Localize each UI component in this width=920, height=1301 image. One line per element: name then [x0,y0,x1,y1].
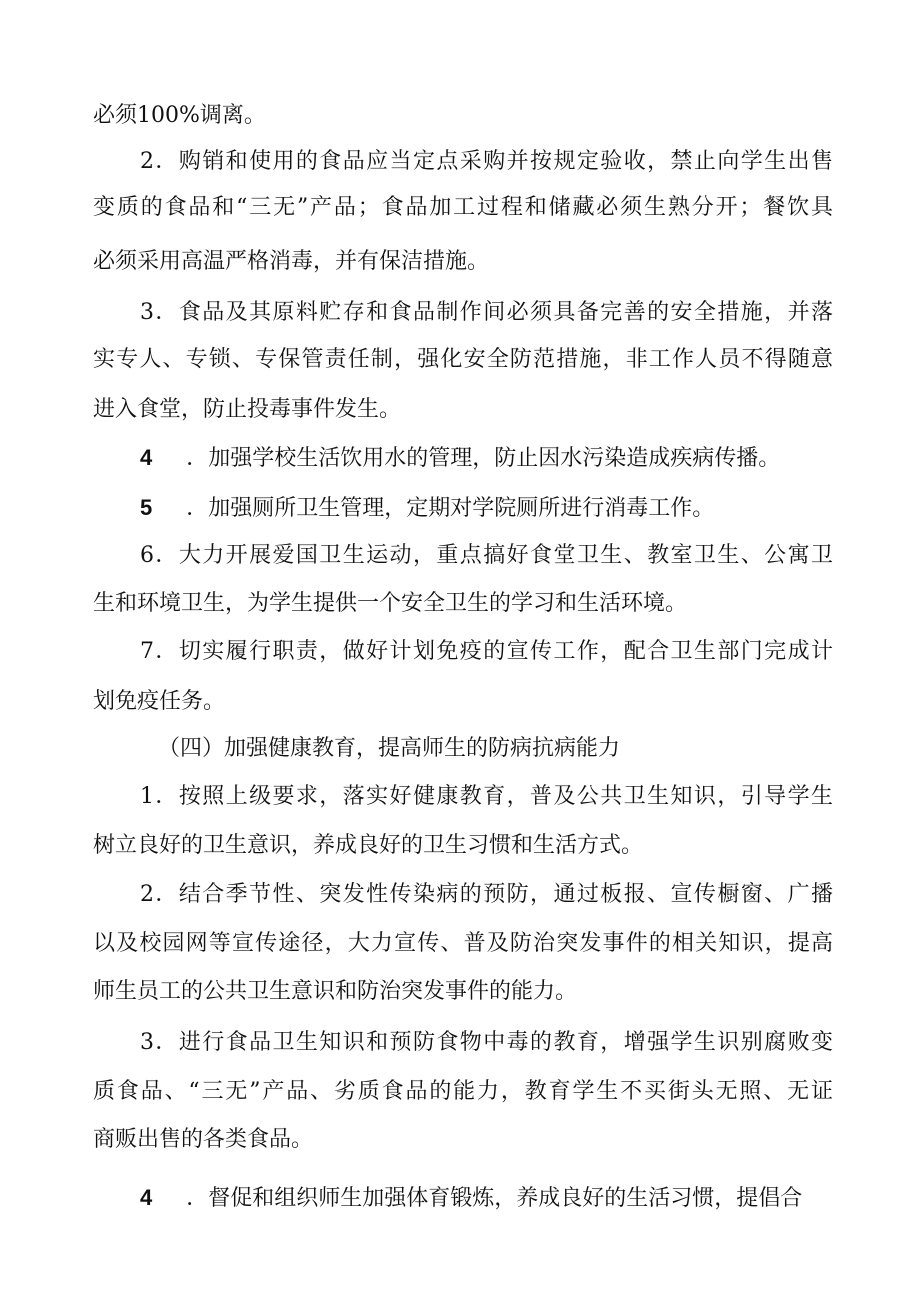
text-line: 变质的食品和“三无”产品；食品加工过程和储藏必须生熟分开；餐饮具 [93,195,833,220]
numbered-item-line [140,490,833,526]
text-line: 必须100%调离。 [93,103,266,128]
item-text: ．督促和组织师生加强体育锻炼，养成良好的生活习惯，提倡合 [186,1186,803,1211]
text-line: 树立良好的卫生意识，养成良好的卫生习惯和生活方式。 [93,833,644,858]
text-line: 以及校园网等宣传途径，大力宣传、普及防治突发事件的相关知识，提高 [93,931,833,956]
text-line: 生和环境卫生，为学生提供一个安全卫生的学习和生活环境。 [93,591,688,616]
paragraph-start-line: 2．购销和使用的食品应当定点采购并按规定验收，禁止向学生出售 [140,149,833,174]
numbered-item-line [140,1180,833,1216]
item-number: 4 [140,445,153,470]
text-line: 师生员工的公共卫生意识和防治突发事件的能力。 [93,979,578,1004]
text-line: 商贩出售的各类食品。 [93,1127,314,1152]
item-text: ．加强厕所卫生管理，定期对学院厕所进行消毒工作。 [186,496,715,521]
paragraph-start-line: 1．按照上级要求，落实好健康教育，普及公共卫生知识，引导学生 [140,784,833,809]
item-number: 4 [140,1185,153,1210]
paragraph-start-line: 3．进行食品卫生知识和预防食物中毒的教育，增强学生识别腐败变 [140,1030,833,1055]
numbered-item-line [140,440,833,476]
text-line: 质食品、“三无”产品、劣质食品的能力，教育学生不买街头无照、无证 [93,1079,833,1104]
text-line: 进入食堂，防止投毒事件发生。 [93,397,402,422]
paragraph-start-line: 6．大力开展爱国卫生运动，重点搞好食堂卫生、教室卫生、公寓卫 [140,543,833,568]
text-line: 划免疫任务。 [93,689,226,714]
item-number: 5 [140,495,153,520]
item-text: ．加强学校生活饮用水的管理，防止因水污染造成疾病传播。 [186,446,781,471]
paragraph-start-line: 3．食品及其原料贮存和食品制作间必须具备完善的安全措施，并落 [140,300,833,325]
paragraph-start-line: 2．结合季节性、突发性传染病的预防，通过板报、宣传橱窗、广播 [140,882,833,907]
text-line: 实专人、专锁、专保管责任制，强化安全防范措施，非工作人员不得随意 [93,347,833,372]
text-line: 必须采用高温严格消毒，并有保洁措施。 [93,249,490,274]
section-heading: （四）加强健康教育，提高师生的防病抗病能力 [158,736,621,761]
paragraph-start-line: 7．切实履行职责，做好计划免疫的宣传工作，配合卫生部门完成计 [140,639,833,664]
